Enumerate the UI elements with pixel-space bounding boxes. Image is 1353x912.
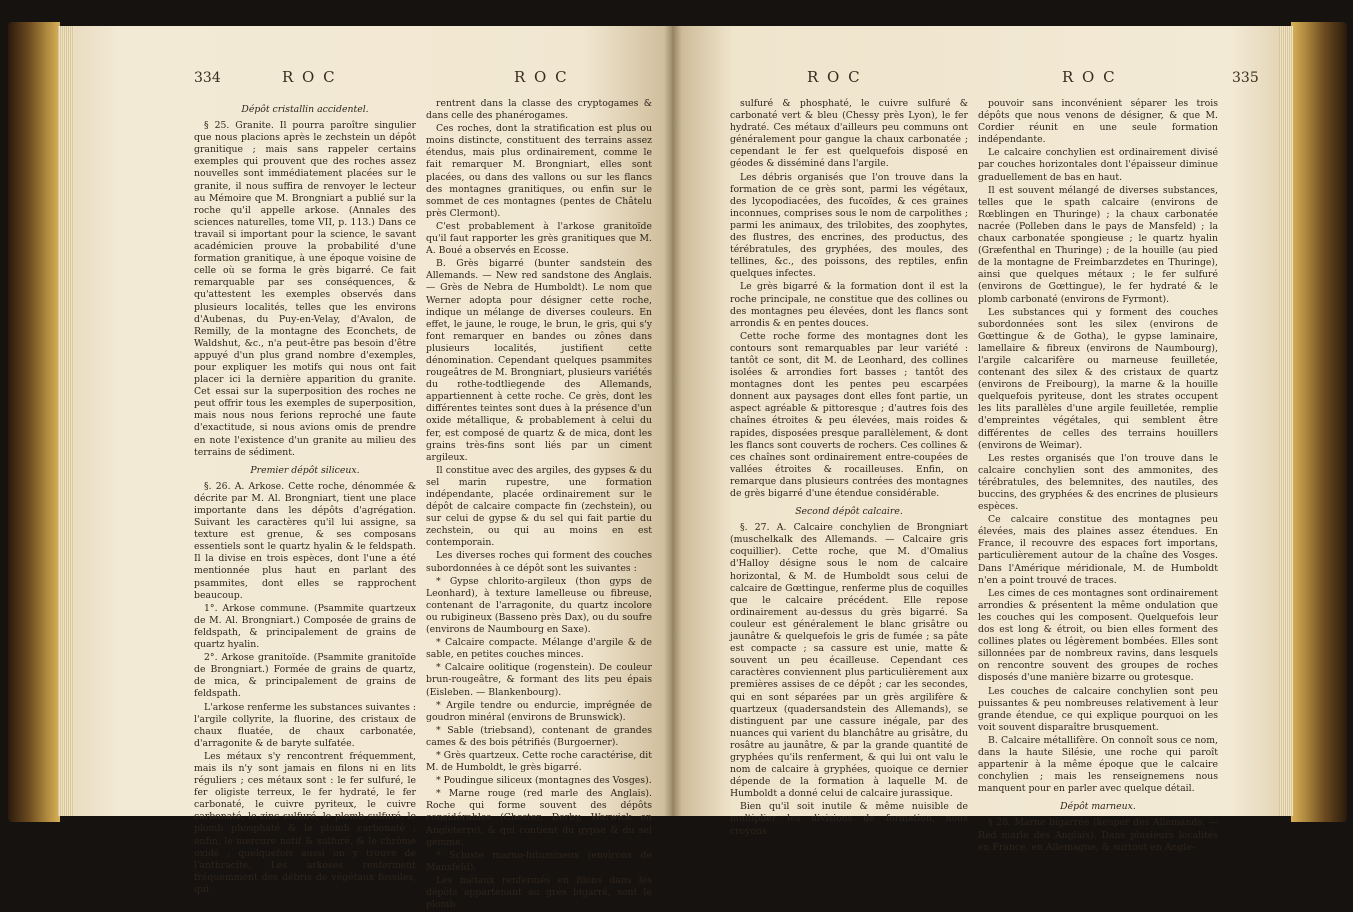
running-head-left-col1: R O C — [282, 68, 337, 86]
page-number-left: 334 — [194, 70, 221, 86]
paragraph: Cette roche forme des montagnes dont les contours sont remarquables par leur variété : tantôt ce sont, dit M. de Leonhard, des collines isolées & arrondies fort basses ; tantôt des montagnes dont les pentes peu escarpées donnent aux paysages dont elles font partie, un aspect agréable & pittoresque ; d'autres fois des chaînes étroites & peu élevées, mais roides & rapides, disposées presque parallèlement, & dont les flancs sont couverts de rochers. Ces collines & ces chaînes sont ordinairement entre-coupées de vallées étroites & rocailleuses. Enfin, on remarque dans plusieurs contrées des montagnes de grès bigarré d'une étendue considérable. — [730, 330, 968, 499]
page-number-right: 335 — [1232, 70, 1259, 86]
paragraph: Les débris organisés que l'on trouve dans la formation de ce grès sont, parmi les végétaux, des lycopodiacées, des fucoïdes, & ces graines inconnues, comprises sous le nom de carpolithes ; parmi les animaux, des trilobites, des zoophytes, des flustres, des encrines, des productus, des térébratules, des gryphées, des moules, des tellines, &c., des poissons, des reptiles, enfin quelques infectes. — [730, 171, 968, 280]
paragraph: * Sable (triebsand), contenant de grandes cames & des bois pétrifiés (Burgoerner). — [426, 724, 652, 748]
paragraph: Bien qu'il soit inutile & même nuisible de multiplier les divisions de formation, nous croyons — [730, 801, 968, 837]
paragraph: Les métaux renfermés en filons dans les dépôts appartenant au grès bigarré, sont le plomb — [426, 874, 652, 911]
paragraph: sulfuré & phosphaté, le cuivre sulfuré & carbonaté vert & bleu (Chessy près Lyon), le fer hydraté. Ces métaux d'ailleurs peu communs ont généralement pour gangue la chaux carbonatée ; cependant le fer est quelquefois disposé en géodes & disséminé dans l'argile. — [730, 98, 968, 170]
paragraph: * Grès quartzeux. Cette roche caractérise, dit M. de Humboldt, le grès bigarré. — [426, 749, 652, 774]
paragraph: Les diverses roches qui forment des couches subordonnées à ce dépôt sont les suivantes : — [426, 550, 652, 574]
running-head-right-col2: R O C — [1062, 68, 1117, 86]
paragraph: Le grès bigarré & la formation dont il est la roche principale, ne constitue que des collines ou des montagnes peu élevées, dont les flancs sont arrondis & en pentes douces. — [730, 281, 968, 329]
right-page — [672, 26, 1279, 853]
paragraph: rentrent dans la classe des cryptogames & dans celle des phanérogames. — [426, 98, 652, 122]
paragraph: B. Grès bigarré (bunter sandstein des Allemands. — New red sandstone des Anglais. — Grès de Nebra de Humboldt). Le nom que Werner adopta pour désigner cette roche, indique un mélange de diverses couleurs. En effet, le jaune, le rouge, le brun, le gris, qui s'y font remarquer en bandes ou zônes dans plusieurs localités, justifient cette dénomination. Cependant quelques psammites rougeâtres de M. Brongniart, plusieurs variétés du rothe-todtliegende des Allemands, appartiennent à cette roche. Ce grès, dont les différentes teintes sont dues à la présence d'un oxide métallique, & probablement à celui du fer, est composé de quartz & de mica, dont les grains très-fins sont liés par un ciment argileux. — [426, 258, 652, 463]
paragraph: B. Calcaire métallifère. On connoît sous ce nom, dans la haute Silésie, une roche qui paroît appartenir à la même époque que le calcaire conchylien ; mais les renseignemens nous manquent pour en parler avec quelque détail. — [978, 734, 1218, 795]
paragraph: Il est souvent mélangé de diverses substances, telles que le spath calcaire (environs de Rœblingen en Thuringe) ; la chaux carbonatée nacrée (Polleben dans le pays de Mansfeld) ; la chaux carbonatée spongieuse ; le quartz hyalin (Græfenthal en Thuringe) ; de la houille (au pied de la montagne de Freimbarzdetes en Thuringe), ainsi que quelques métaux ; le fer sulfuré (environs de Gœttingue), le fer hydraté & le plomb carbonaté (environs de Fyrmont). — [978, 184, 1218, 305]
paragraph: Les cimes de ces montagnes sont ordinairement arrondies & présentent la même ondulation que les couches qui les composent. Quelquefois leur dos est long & étroit, ou bien elles forment des collines plates ou légèrement bombées. Elles sont sillonnées par de nombreux ravins, dans lesquels on rencontre souvent des groupes de roches disposés d'une manière bizarre ou grotesque. — [978, 587, 1218, 684]
running-head-right-col1: R O C — [807, 68, 862, 86]
paragraph: L'arkose renferme les substances suivantes : l'argile collyrite, la fluorine, des cristaux de chaux fluatée, de chaux carbonatée, d'arragonite & de baryte sulfatée. — [194, 701, 416, 749]
paragraph: * Poudingue siliceux (montagnes des Vosges). — [436, 775, 652, 787]
left-cover — [8, 22, 60, 822]
paragraph: § 28. Marne bigarrée (keuper des Allemands. — Red marle des Anglais). Dans plusieurs localités en France, en Allemagne, & surtout en Angle- — [978, 817, 1218, 853]
paragraph: * Marne rouge (red marle des Anglais). Roche qui forme souvent des dépôts considérables (Chester, Derby, Warwick en Angleterre), & qui contient du gypse & du sel gemme. — [426, 788, 652, 848]
section-heading: Dépôt marneux. — [1060, 801, 1136, 813]
text-column-3 — [730, 98, 968, 839]
paragraph: * Schiste marno-bitumineux (environs de Mansfeld). — [426, 849, 652, 873]
paragraph: Ces roches, dont la stratification est plus ou moins distincte, constituent des terrains assez étendus, mais plus ordinairement, comme le fait remarquer M. Brongniart, elles sont placées, ou dans des vallons ou sur les flancs des montagnes granitiques, ou enfin sur le sommet de ces montagnes (pentes de Châtelu près Clermont). — [426, 123, 652, 219]
paragraph: pouvoir sans inconvénient séparer les trois dépôts que nous venons de désigner, & que M. Cordier réunit en une seule formation indépendante. — [978, 98, 1218, 146]
paragraph: * Calcaire oolitique (rogenstein). De couleur brun-rougeâtre, & formant des lits peu épais (Eisleben. — Blankenbourg). — [426, 662, 652, 698]
paragraph: 2°. Arkose granitoïde. (Psammite granitoïde de Brongniart.) Formée de grains de quartz, de mica, & principalement de grains de feldspath. — [194, 652, 416, 700]
paragraph: * Gypse chlorito-argileux (thon gyps de Leonhard), à texture lamelleuse ou fibreuse, contenant de l'arragonite, du quartz incolore ou rubigineux (Basseno près Dax), ou du soufre (environs de Naumbourg en Saxe). — [426, 575, 652, 636]
book-gutter — [664, 26, 682, 816]
paragraph: Les substances qui y forment des couches subordonnées sont les silex (environs de Gœttingue & de Gotha), le gypse laminaire, lamellaire & fibreux (environs de Naumbourg), l'argile calcarifère ou marneuse feuilletée, contenant des silex & des cristaux de quartz (environs de Freibourg), la marne & la houille quelquefois pyriteuse, dont les strates occupent les lits parallèles d'une argile feuilletée, remplie d'empreintes végétales, qui semblent être différentes de celles des terrains houillers (environs de Weimar). — [978, 306, 1218, 451]
left-page-edges — [58, 26, 74, 816]
running-head-left-col2: R O C — [514, 68, 569, 86]
paragraph: Les restes organisés que l'on trouve dans le calcaire conchylien sont des ammonites, des térébratules, des belemnites, des nautiles, des buccins, des gryphées & des encrines de plusieurs espèces. — [978, 452, 1218, 513]
paragraph: Les couches de calcaire conchylien sont peu puissantes & peu nombreuses relativement à leur grande étendue, ce qui explique pourquoi on les voit souvent disparaître brusquement. — [978, 685, 1218, 733]
right-page-edges — [1277, 26, 1293, 816]
section-heading: Premier dépôt siliceux. — [250, 464, 360, 476]
right-cover — [1291, 22, 1347, 822]
paragraph: Les métaux s'y rencontrent fréquemment, mais ils n'y sont jamais en filons ni en lits réguliers ; ces métaux sont : le fer sulfuré, le fer oligiste terreux, le fer hydraté, le fer carbonaté, le cuivre pyriteux, le cuivre carbonaté, le zinc sulfuré, le plomb sulfuré, le plomb phosphaté & le plomb carbonaté ; enfin, le mercure natif & sulfuré, & le chrôme oxidé ; quelquefois aussi on y trouve de l'anthracite. Les arkoses renferment fréquemment des débris de végétaux fossiles, qui — [194, 750, 416, 895]
paragraph: Le calcaire conchylien est ordinairement divisé par couches horizontales dont l'épaisseur diminue graduellement de bas en haut. — [978, 147, 1218, 183]
paragraph: * Argile tendre ou endurcie, imprégnée de goudron minéral (environs de Brunswick). — [426, 699, 652, 723]
section-heading: Dépôt cristallin accidentel. — [241, 104, 369, 115]
text-column-2 — [426, 98, 652, 912]
section-heading: Second dépôt calcaire. — [795, 506, 903, 518]
paragraph: Il constitue avec des argiles, des gypses & du sel marin rupestre, une formation indépendante, placée ordinairement sur le dépôt de calcaire compacte fin (zechstein), ou sur celui de gypse & du sel qui fait partie du zechstein, ou qui au moins en est contemporain. — [426, 464, 652, 549]
paragraph: Ce calcaire constitue des montagnes peu élevées, mais des plaines assez étendues. En France, il recouvre des espaces fort importans, particulièrement autour de la chaîne des Vosges. Dans l'Amérique méridionale, M. de Humboldt n'en a point trouvé de traces. — [978, 514, 1218, 586]
paragraph: 1°. Arkose commune. (Psammite quartzeux de M. Al. Brongniart.) Composée de grains de feldspath, & principalement de grains de quartz hyalin. — [194, 602, 416, 651]
text-column-4 — [978, 98, 1218, 855]
paragraph: C'est probablement à l'arkose granitoïde qu'il faut rapporter les grès granitiques que M. A. Boué a observés en Ecosse. — [426, 220, 652, 257]
paragraph: §. 27. A. Calcaire conchylien de Brongniart (muschelkalk des Allemands. — Calcaire gris coquillier). Cette roche, que M. d'Omalius d'Halloy désigne sous le nom de calcaire horizontal, & M. de Humboldt sous celui de calcaire de Gœttingue, renferme plus de coquilles que le calcaire précédent. Elle repose ordinairement au-dessus du grès bigarré. Sa couleur est généralement le blanc grisâtre ou jaunâtre & quelquefois le gris de fumée ; sa pâte est compacte ; sa cassure est unie, matte & souvent un peu écailleuse. Cependant ces caractères conviennent plus particulièrement aux premières assises de ce dépôt ; car les secondes, qui en sont séparées par un grès argilifère & quartzeux (quadersandstein des Allemands), se distinguent par une cassure inégale, par des nuances qui varient du blanchâtre au grisâtre, du rosâtre au jaunâtre, & par la grande quantité de gryphées qu'ils renferment, & qui lui ont valu le nom de calcaire à gryphées, quoique ce dernier dépende de la formation à laquelle M. de Humboldt a donné celui de calcaire jurassique. — [730, 522, 968, 800]
paragraph: * Calcaire compacte. Mélange d'argile & de sable, en petites couches minces. — [426, 637, 652, 661]
left-page — [74, 26, 672, 911]
paragraph: § 25. Granite. Il pourra paroître singulier que nous placions après le zechstein un dépôt granitique ; mais sans rappeler certains exemples qui prouvent que des roches assez nouvelles sont immédiatement placées sur le granite, il nous suffira de renvoyer le lecteur au Mémoire que M. Brongniart a publié sur la roche qu'il appelle arkose. (Annales des sciences naturelles, tome VII, p. 113.) Dans ce travail si important pour la science, le savant académicien prouve la probabilité d'une formation granitique, à une époque voisine de celle où se forma le grès bigarré. Ce fait remarquable par ses conséquences, & qu'attestent les exemples observés dans plusieurs localités, telles que les environs d'Aubenas, du Puy-en-Velay, d'Avalon, de Remilly, de la montagne des Econchets, de Waldshut, &c., n'a peut-être pas besoin d'être appuyé d'un plus grand nombre d'exemples, pour expliquer les motifs qui nous ont fait placer ici la dernière apparition du granite. Cet essai sur la superposition des roches ne peut offrir tous les exemples de superposition, mais nous nous ferions reproché une faute d'exactitude, si nous avions omis de prendre en note l'existence d'un granite au milieu des terrains de sédiment. — [194, 120, 416, 458]
text-column-1 — [194, 98, 416, 897]
paragraph: §. 26. A. Arkose. Cette roche, dénommée & décrite par M. Al. Brongniart, tient une place importante dans les dépôts d'agrégation. Suivant les caractères qu'il lui assigne, sa texture est grenue, & ses composans essentiels sont le quartz hyalin & le feldspath. Il la divise en trois espèces, dont l'une a été mentionnée plus haut en parlant des psammites, dont elles se rapprochent beaucoup. — [194, 480, 416, 601]
